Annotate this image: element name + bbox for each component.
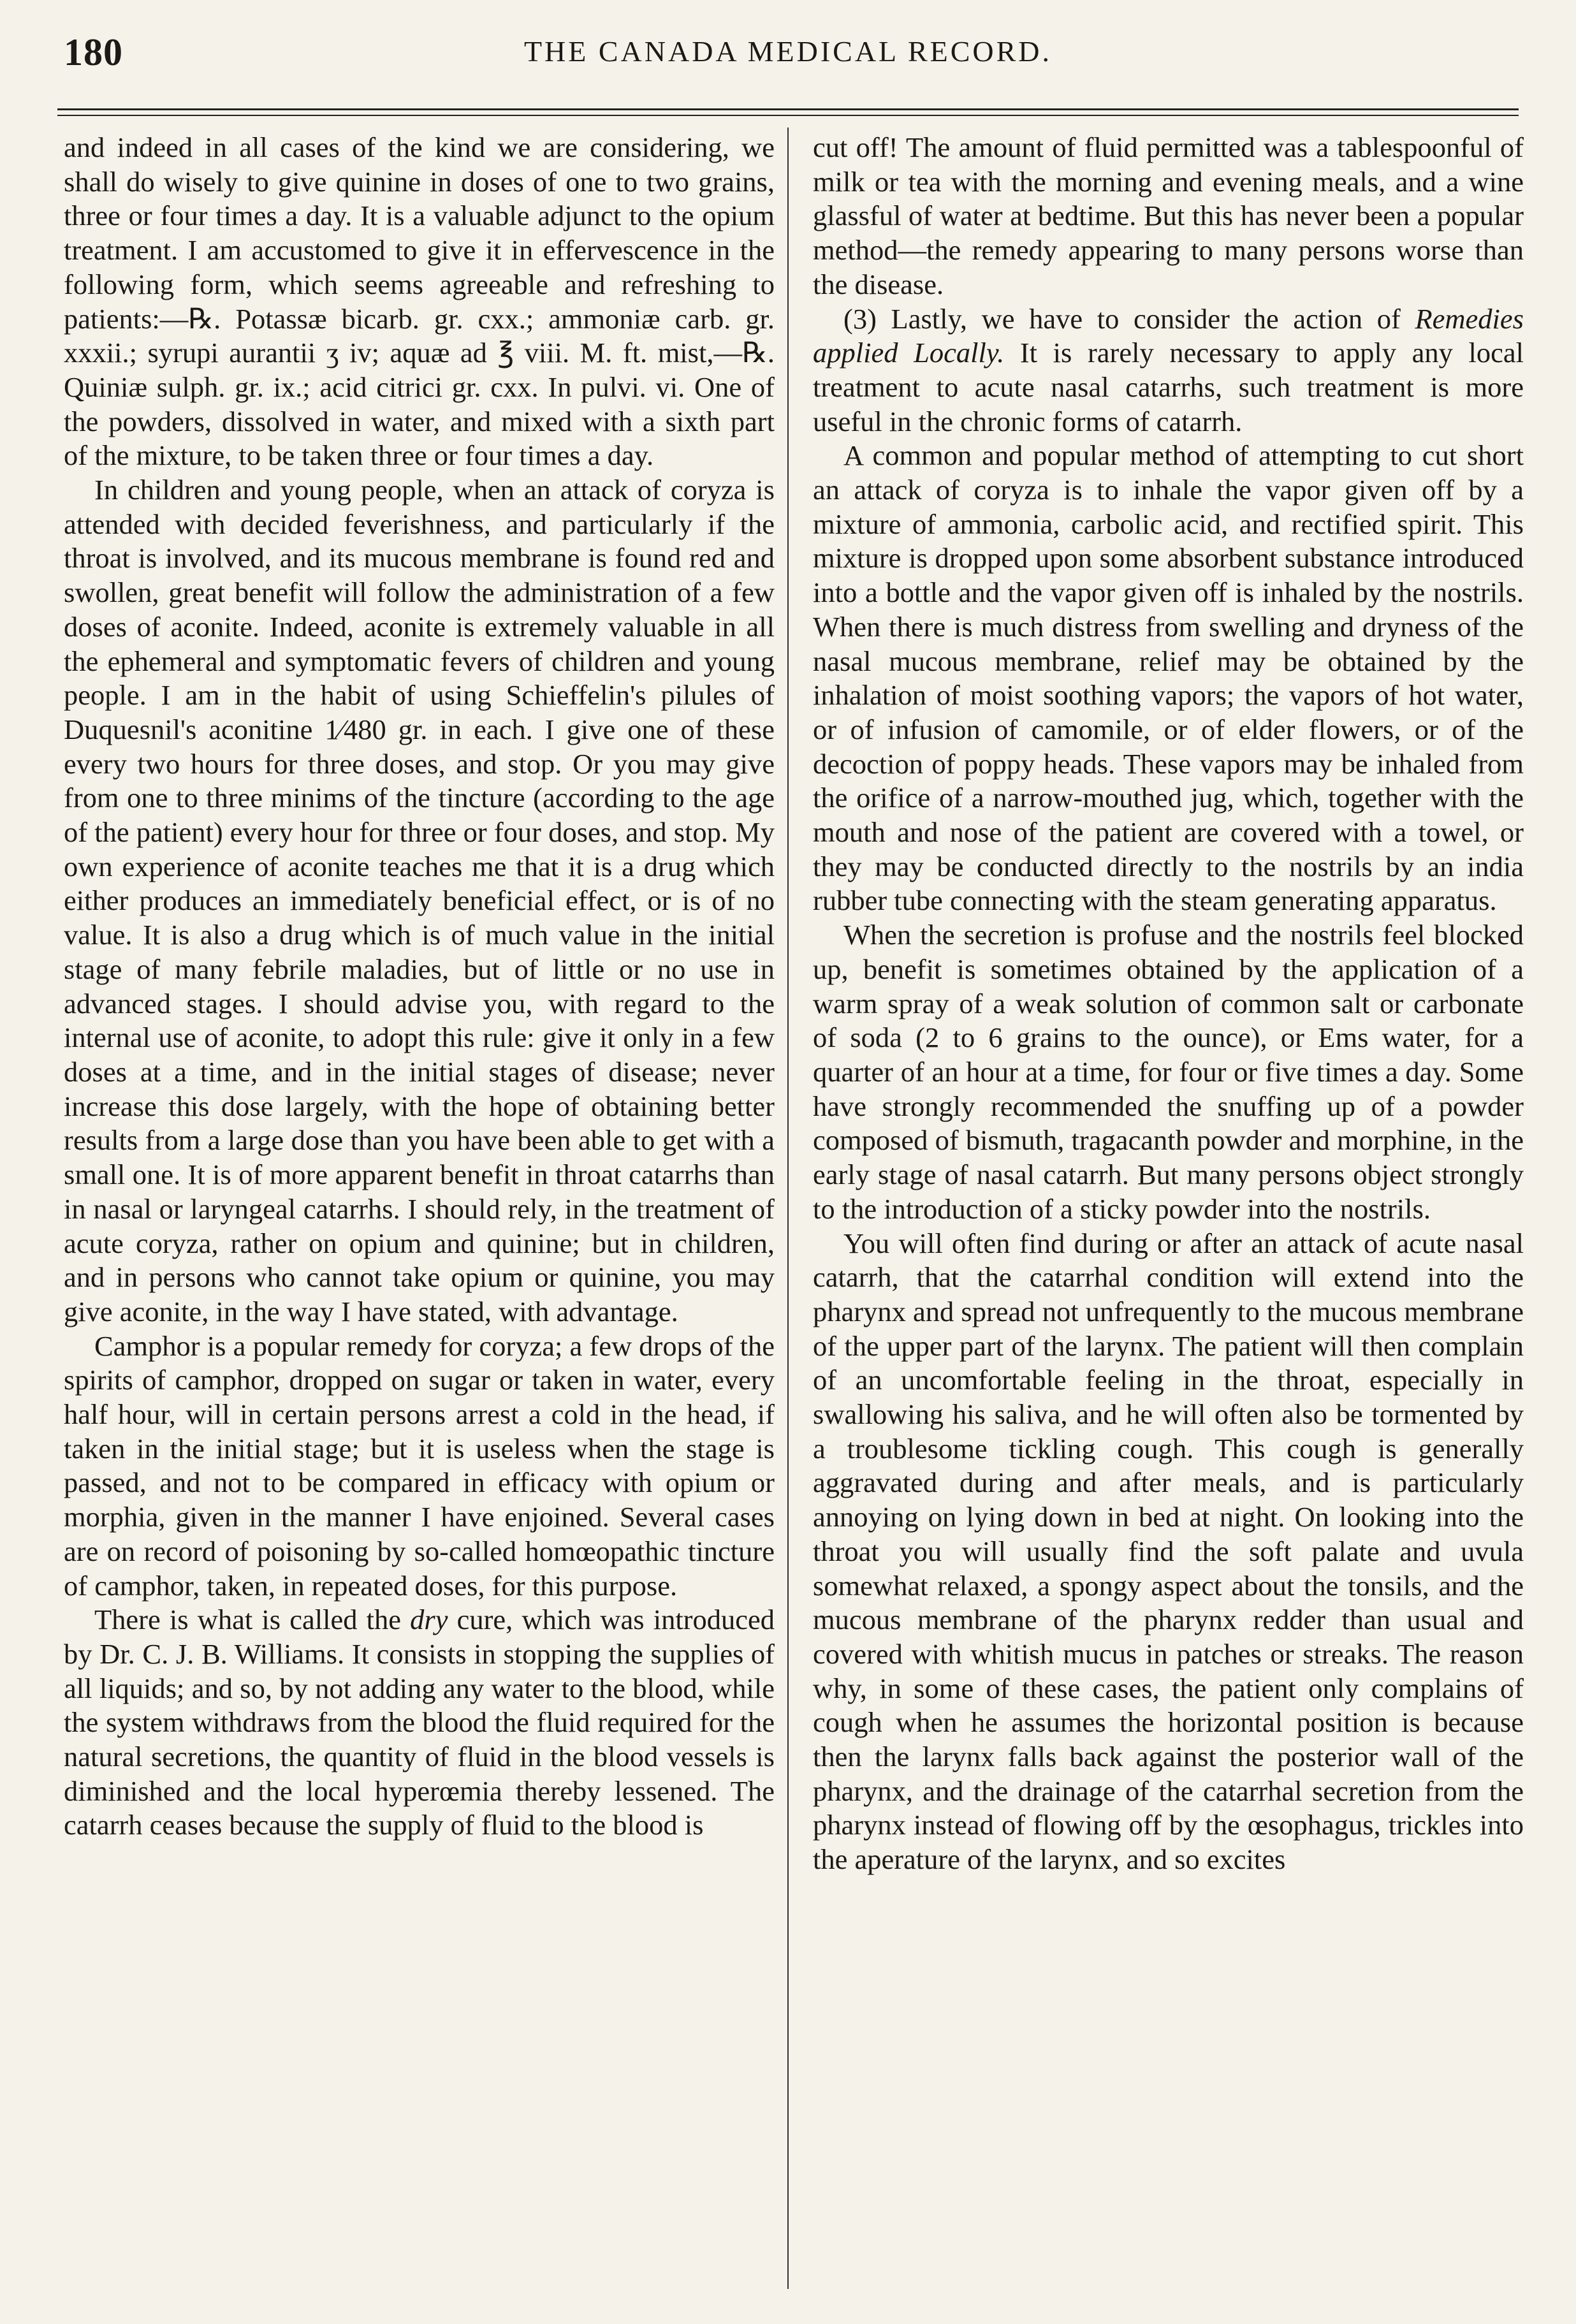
paragraph-spray-and-snuff: When the secretion is profuse and the nostrils feel blocked up, benefit is sometimes obtained by the application of a warm spray of a weak solution of common salt or carbonate of soda (2 to 6 grains to the ounce), or Ems water, for a quarter of an hour at a time, for four or five times a day. Some have strongly recommended the snuffing up of a powder composed of bismuth, tragacanth powder and morphine, in the early stage of nasal catarrh. But many persons object strongly to the introduction of a sticky powder into the nostrils.	[813, 919, 1524, 1225]
dry-cure-italic: dry	[410, 1604, 448, 1636]
paragraph-dry-cure	[64, 1603, 775, 1843]
paragraph-vapor-inhalation: A common and popular method of attempting to cut short an attack of coryza is to inhale the vapor given off by a mixture of ammonia, carbolic acid, and rectified spirit. This mixture is dropped upon some absorbent substance introduced into a bottle and the vapor given off is inhaled by the nostrils. When there is much distress from swelling and dryness of the nasal mucous membrane, relief may be obtained by the inhalation of moist soothing vapors; the vapors of hot water, or of infusion of camomile, or of elder flowers, or of the decoction of poppy heads. These vapors may be inhaled from the orifice of a narrow-mouthed jug, which, together with the mouth and nose of the patient are covered with a towel, or they may be conducted directly to the nostrils by an india rubber tube connecting with the steam generating apparatus.	[813, 439, 1524, 917]
paragraph-aconite: In children and young people, when an attack of coryza is attended with decided feverishness, and particularly if the throat is involved, and its mucous membrane is found red and swollen, great benefit will follow the administration of a few doses of aconite. Indeed, aconite is extremely valuable in all the ephemeral and symptomatic fevers of children and young people. I am in the habit of using Schieffelin's pilules of Duquesnil's aconitine 1⁄480 gr. in each. I give one of these every two hours for three doses, and stop. Or you may give from one to three minims of the tincture (according to the age of the patient) every hour for three or four doses, and stop. My own experience of aconite teaches me that it is a drug which either produces an immediately beneficial effect, or is of no value. It is also a drug which is of much value in the initial stage of many febrile maladies, but of little or no use in advanced stages. I should advise you, with regard to the internal use of aconite, to adopt this rule: give it only in a few doses at a time, and in the initial stages of disease; never increase this dose largely, with the hope of obtaining better results from a large dose than you have been able to get with a small one. It is of more apparent benefit in throat catarrhs than in nasal or laryngeal catarrhs. I should rely, in the treatment of acute coryza, rather on opium and quinine; but in children, and in persons who cannot take opium or quinine, you may give aconite, in the way I have stated, with advantage.	[64, 474, 775, 1327]
dry-cure-text-start: There is what is called the	[94, 1604, 411, 1636]
local-remedies-text-end: It is rarely necessary to apply any local treatment to acute nasal catarrhs, such treatment is more useful in the chronic forms of catarrh.	[813, 337, 1524, 437]
right-column	[813, 131, 1524, 2295]
dry-cure-text-end: cure, which was introduced by Dr. C. J. B. Williams. It consists in stopping the supplies of all liquids; and so, by not adding any water to the blood, while the system withdraws from the blood the fluid required for the natural secretions, the quantity of fluid in the blood vessels is diminished and the local hyperœmia thereby lessened. The catarrh ceases because the supply of fluid to the blood is	[64, 1604, 775, 1841]
left-column	[64, 131, 775, 2295]
paragraph-pharyngeal-extension: You will often find during or after an attack of acute nasal catarrh, that the catarrhal condition will extend into the pharynx and spread not unfrequently to the mucous membrane of the upper part of the larynx. The patient will then complain of an uncomfortable feeling in the throat, especially in swallowing his saliva, and he will often also be tormented by a troublesome tickling cough. This cough is generally aggravated during and after meals, and is particularly annoying on lying down in bed at night. On looking into the throat you will usually find the soft palate and uvula somewhat relaxed, a spongy aspect about the tonsils, and the mucous membrane of the pharynx redder than usual and covered with whitish mucus in patches or streaks. The reason why, in some of these cases, the patient only complains of cough when he assumes the horizontal position is because then the larynx falls back against the posterior wall of the pharynx, and the drainage of the catarrhal secretion from the pharynx instead of flowing off by the œsophagus, trickles into the aperature of the larynx, and so excites	[813, 1227, 1524, 1876]
paragraph-quinine-dosing: and indeed in all cases of the kind we are considering, we shall do wisely to give quinine in doses of one to two grains, three or four times a day. It is a valuable adjunct to the opium treatment. I am accustomed to give it in effervescence in the following form, which seems agreeable and refreshing to patients:—℞. Potassæ bicarb. gr. cxx.; ammoniæ carb. gr. xxxii.; syrupi aurantii ʒ iv; aquæ ad ℥ viii. M. ft. mist,—℞. Quiniæ sulph. gr. ix.; acid citrici gr. cxx. In pulvi. vi. One of the powders, dissolved in water, and mixed with a sixth part of the mixture, to be taken three or four times a day.	[64, 131, 775, 472]
column-divider	[787, 128, 789, 2289]
page-number: 180	[64, 31, 123, 73]
paragraph-fluid-restriction: cut off! The amount of fluid permitted was a tablespoonful of milk or tea with the morning and evening meals, and a wine glassful of water at bedtime. But this has never been a popular method—the remedy appearing to many persons worse than the disease.	[813, 131, 1524, 300]
running-title: THE CANADA MEDICAL RECORD.	[523, 35, 1053, 68]
local-remedies-text-start: (3) Lastly, we have to consider the action of	[843, 302, 1415, 335]
paragraph-local-remedies	[813, 302, 1524, 439]
header-rule-thin	[57, 115, 1519, 116]
local-remedies-italic: Remedies applied Locally.	[813, 302, 1524, 369]
paragraph-camphor: Camphor is a popular remedy for coryza; a few drops of the spirits of camphor, dropped on sugar or taken in water, every half hour, will in certain persons arrest a cold in the head, if taken in the initial stage; but it is useless when the stage is passed, and not to be compared in efficacy with opium or morphia, given in the manner I have enjoined. Several cases are on record of poisoning by so-called homœopathic tincture of camphor, taken, in repeated doses, for this purpose.	[64, 1329, 775, 1602]
header-rule-thick	[57, 108, 1519, 110]
